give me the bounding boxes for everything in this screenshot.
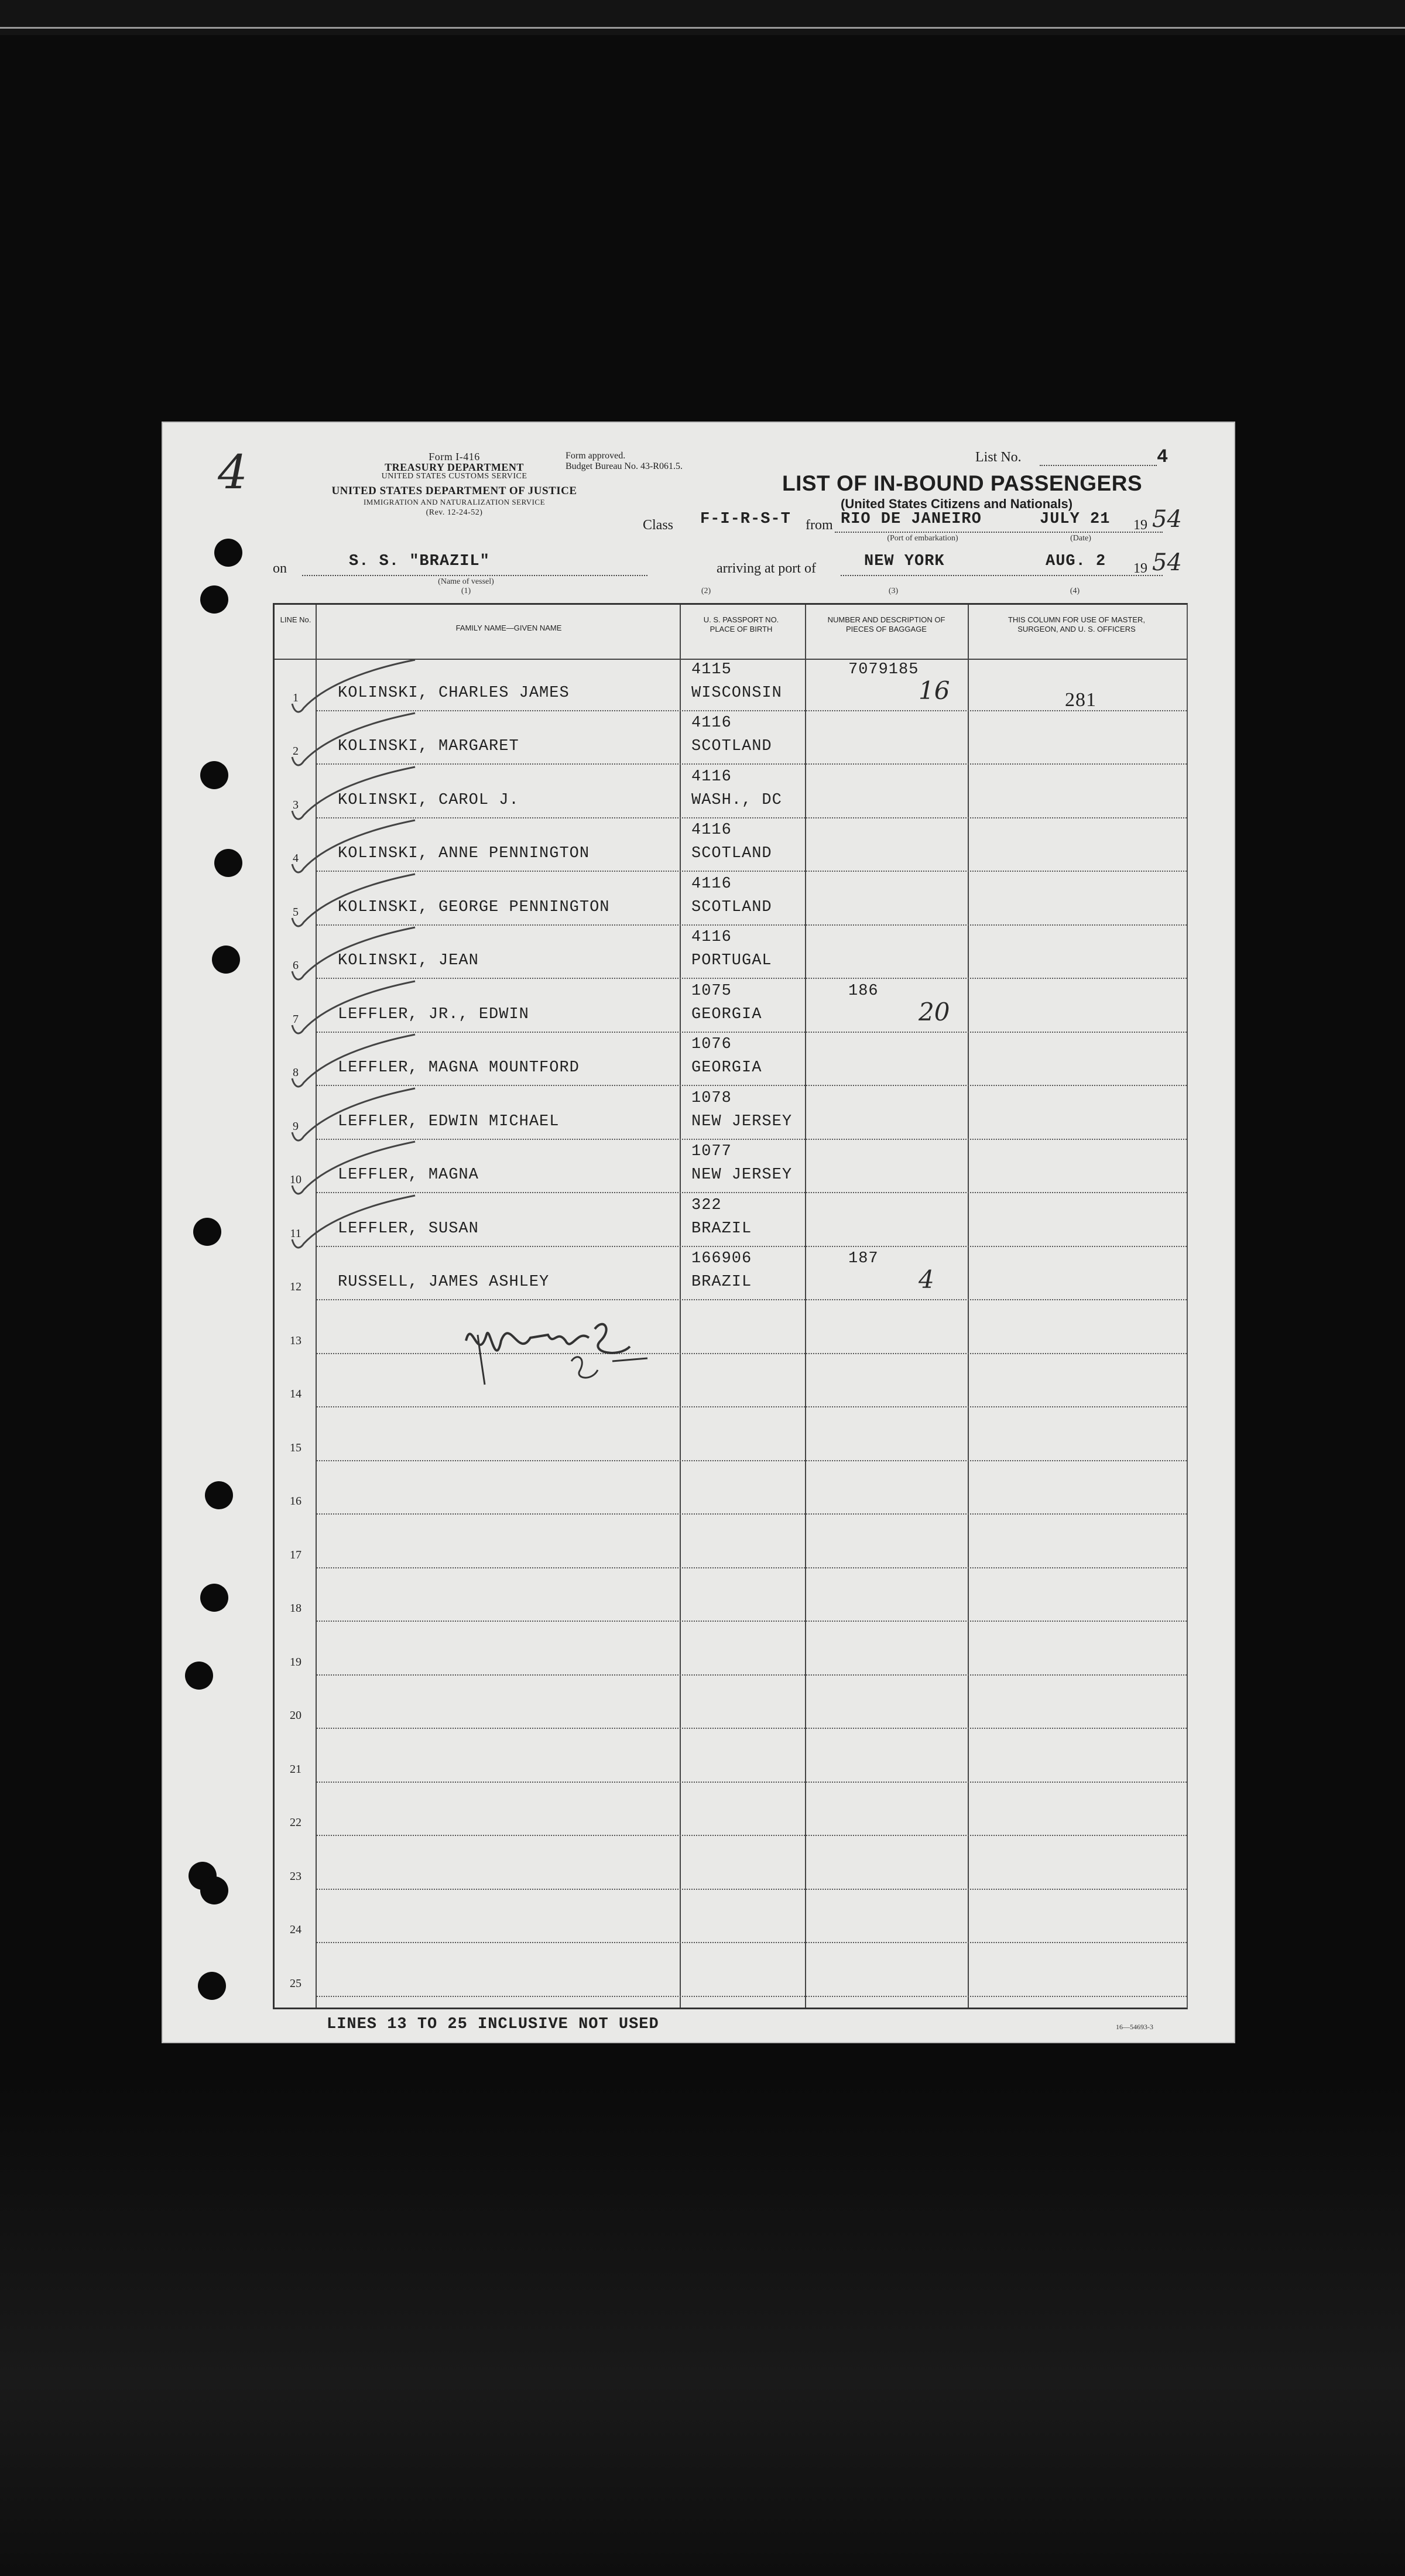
- place-of-birth: GEORGIA: [691, 1059, 762, 1077]
- place-of-birth: NEW JERSEY: [691, 1166, 793, 1184]
- place-of-birth: BRAZIL: [691, 1220, 752, 1238]
- passenger-name: LEFFLER, MAGNA MOUNTFORD: [338, 1059, 580, 1077]
- arrival-date-col: (4): [1070, 587, 1080, 595]
- punch-hole: [193, 1218, 221, 1246]
- col-header-line: LINE No.: [280, 615, 311, 624]
- passenger-table: [273, 603, 1188, 2009]
- passenger-name: KOLINSKI, JEAN: [338, 952, 479, 970]
- line-number: 23: [290, 1869, 301, 1883]
- line-number: 14: [290, 1388, 301, 1400]
- line-number: 9: [293, 1119, 299, 1133]
- from-label: from: [806, 518, 833, 533]
- line-number: 15: [290, 1441, 301, 1454]
- passenger-name: LEFFLER, JR., EDWIN: [338, 1005, 529, 1023]
- vessel-name: S. S. "BRAZIL": [349, 553, 490, 570]
- line-number: 17: [290, 1548, 301, 1561]
- scan-top-bar: [0, 0, 1405, 35]
- arrival-date: AUG. 2: [1046, 553, 1106, 570]
- row-rule: [317, 763, 1187, 765]
- officer-entry: 281: [1065, 688, 1096, 711]
- row-rule: [317, 1085, 1187, 1086]
- row-rule: [317, 1460, 1187, 1461]
- passport-number: 1077: [691, 1143, 732, 1160]
- list-no-label: List No.: [975, 450, 1022, 465]
- row-rule: [317, 1996, 1187, 1997]
- baggage-count: 4: [919, 1265, 934, 1294]
- line-number: 16: [290, 1495, 301, 1508]
- place-of-birth: SCOTLAND: [691, 845, 772, 862]
- line-number: 18: [290, 1602, 301, 1615]
- passenger-name: KOLINSKI, CHARLES JAMES: [338, 684, 570, 702]
- place-of-birth: NEW JERSEY: [691, 1112, 793, 1131]
- passport-number: 4116: [691, 875, 732, 893]
- scan-edge-rule: [0, 27, 1405, 29]
- list-no-line: [1040, 465, 1157, 466]
- vessel-caption: (Name of vessel): [438, 577, 494, 586]
- passport-number: 166906: [691, 1250, 752, 1268]
- passenger-name: KOLINSKI, GEORGE PENNINGTON: [338, 898, 610, 916]
- embarkation-port: RIO DE JANEIRO: [841, 511, 982, 528]
- line-number: 22: [290, 1816, 301, 1829]
- row-rule: [317, 1674, 1187, 1676]
- line-number: 5: [293, 905, 299, 919]
- form-code: 16—54693-3: [1116, 2023, 1153, 2031]
- line-number: 11: [290, 1227, 301, 1240]
- passenger-name: KOLINSKI, MARGARET: [338, 738, 519, 755]
- handwritten-signature: [454, 1306, 665, 1388]
- line-number: 12: [290, 1280, 301, 1293]
- arrival-line: [841, 575, 1163, 576]
- punch-hole: [200, 761, 228, 789]
- row-rule: [317, 1621, 1187, 1622]
- col-divider: [805, 605, 806, 2008]
- vessel-col-number: (1): [461, 587, 471, 595]
- punch-hole: [185, 1662, 213, 1690]
- row-rule: [317, 1567, 1187, 1568]
- passport-number: 1078: [691, 1089, 732, 1107]
- passenger-name: LEFFLER, SUSAN: [338, 1220, 479, 1238]
- baggage-count: 16: [919, 676, 950, 705]
- embarkation-date: JULY 21: [1040, 511, 1111, 528]
- line-number: 8: [293, 1066, 299, 1079]
- row-rule: [317, 1192, 1187, 1193]
- arriving-label: arriving at port of: [717, 561, 816, 576]
- punch-hole: [212, 946, 240, 974]
- line-number: 1: [293, 691, 299, 704]
- passport-number: 322: [691, 1196, 722, 1214]
- col-header-baggage: NUMBER AND DESCRIPTION OF PIECES OF BAGGAGE: [827, 615, 945, 633]
- budget-bureau: Budget Bureau No. 43-R061.5.: [566, 461, 683, 471]
- line-number: 6: [293, 959, 299, 972]
- row-rule: [317, 817, 1187, 818]
- passenger-name: KOLINSKI, CAROL J.: [338, 791, 519, 809]
- row-rule: [317, 871, 1187, 872]
- row-rule: [317, 1246, 1187, 1247]
- punch-hole: [200, 585, 228, 614]
- line-number: 25: [290, 1976, 301, 1990]
- margin-mark: 4: [218, 445, 248, 499]
- row-rule: [317, 1353, 1187, 1354]
- passport-number: 4115: [691, 660, 732, 679]
- arrival-port-col: (3): [888, 587, 899, 595]
- form-approved: Form approved.: [566, 451, 626, 461]
- place-of-birth: GEORGIA: [691, 1005, 762, 1023]
- baggage-number: 187: [848, 1250, 879, 1268]
- year-prefix: 19: [1133, 518, 1147, 533]
- arrival-year: 54: [1152, 549, 1182, 576]
- row-rule: [317, 1513, 1187, 1515]
- customs-service: UNITED STATES CUSTOMS SERVICE: [381, 472, 527, 481]
- line-number: 3: [293, 798, 299, 811]
- baggage-number: 186: [848, 982, 879, 1000]
- class-value: F-I-R-S-T: [700, 511, 791, 528]
- from-line: [835, 532, 1163, 533]
- col-header-passport: U. S. PASSPORT NO. PLACE OF BIRTH: [703, 615, 779, 633]
- col-divider: [968, 605, 969, 2008]
- baggage-number: 7079185: [848, 660, 919, 679]
- embarkation-caption: (Port of embarkation): [887, 534, 958, 543]
- row-rule: [317, 1032, 1187, 1033]
- on-label: on: [273, 561, 287, 576]
- row-rule: [317, 924, 1187, 926]
- place-of-birth: BRAZIL: [691, 1273, 752, 1291]
- passenger-name: KOLINSKI, ANNE PENNINGTON: [338, 845, 590, 862]
- passenger-name: RUSSELL, JAMES ASHLEY: [338, 1273, 550, 1291]
- passport-number: 4116: [691, 714, 732, 732]
- col-header-name: FAMILY NAME—GIVEN NAME: [455, 624, 562, 632]
- row-rule: [317, 710, 1187, 711]
- passport-number: 4116: [691, 929, 732, 946]
- passport-number: 4116: [691, 821, 732, 839]
- row-rule: [317, 978, 1187, 979]
- class-label: Class: [643, 518, 674, 533]
- list-no-value: 4: [1157, 446, 1169, 468]
- passenger-name: LEFFLER, MAGNA: [338, 1166, 479, 1184]
- line-number: 4: [293, 852, 299, 865]
- place-of-birth: WASH., DC: [691, 791, 782, 809]
- baggage-count: 20: [919, 997, 950, 1026]
- lines-not-used-note: LINES 13 TO 25 INCLUSIVE NOT USED: [327, 2016, 659, 2033]
- line-number: 24: [290, 1923, 301, 1936]
- col-header-officers: THIS COLUMN FOR USE OF MASTER, SURGEON, AND U. S. OFFICERS: [1008, 615, 1145, 633]
- form-number: Form I-416: [429, 451, 480, 463]
- line-number: 19: [290, 1655, 301, 1669]
- vessel-line: [302, 575, 647, 576]
- place-of-birth: SCOTLAND: [691, 738, 772, 755]
- date-caption: (Date): [1070, 534, 1091, 543]
- row-rule: [317, 1299, 1187, 1300]
- department-of-justice: UNITED STATES DEPARTMENT OF JUSTICE: [331, 485, 577, 497]
- passport-number: 1075: [691, 982, 732, 1000]
- punch-hole: [214, 849, 242, 877]
- form-title: LIST OF IN-BOUND PASSENGERS: [782, 471, 1143, 495]
- punch-hole: [198, 1972, 226, 2000]
- arrival-port: NEW YORK: [864, 553, 945, 570]
- year-prefix-arrival: 19: [1133, 561, 1147, 576]
- place-of-birth: PORTUGAL: [691, 952, 772, 970]
- place-of-birth: WISCONSIN: [691, 684, 782, 702]
- row-rule: [317, 1139, 1187, 1140]
- form-subtitle: (United States Citizens and Nationals): [841, 496, 1073, 511]
- row-rule: [317, 1889, 1187, 1890]
- form-revision: (Rev. 12-24-52): [426, 508, 483, 517]
- row-rule: [317, 1782, 1187, 1783]
- line-number: 20: [290, 1709, 301, 1722]
- col2-number: (2): [701, 587, 711, 595]
- passport-number: 4116: [691, 768, 732, 786]
- punch-hole: [200, 1876, 228, 1904]
- punch-hole: [200, 1584, 228, 1612]
- check-mark: [286, 1190, 421, 1254]
- embarkation-year: 54: [1152, 506, 1182, 533]
- row-rule: [317, 1835, 1187, 1836]
- line-number: 10: [290, 1173, 301, 1186]
- manifest-page: [162, 422, 1235, 2043]
- immigration-service: IMMIGRATION AND NATURALIZATION SERVICE: [363, 498, 546, 506]
- row-rule: [317, 1942, 1187, 1943]
- passport-number: 1076: [691, 1036, 732, 1053]
- punch-hole: [205, 1481, 233, 1509]
- place-of-birth: SCOTLAND: [691, 898, 772, 916]
- scan-bottom-band: [0, 2084, 1405, 2576]
- row-rule: [317, 1728, 1187, 1729]
- line-number: 2: [293, 745, 299, 758]
- passenger-name: LEFFLER, EDWIN MICHAEL: [338, 1112, 560, 1131]
- row-rule: [317, 1406, 1187, 1407]
- line-number: 13: [290, 1334, 301, 1347]
- line-number: 7: [293, 1012, 299, 1026]
- col-divider: [680, 605, 681, 2008]
- treasury-department: TREASURY DEPARTMENT: [385, 461, 524, 473]
- punch-hole: [214, 539, 242, 567]
- line-number: 21: [290, 1762, 301, 1776]
